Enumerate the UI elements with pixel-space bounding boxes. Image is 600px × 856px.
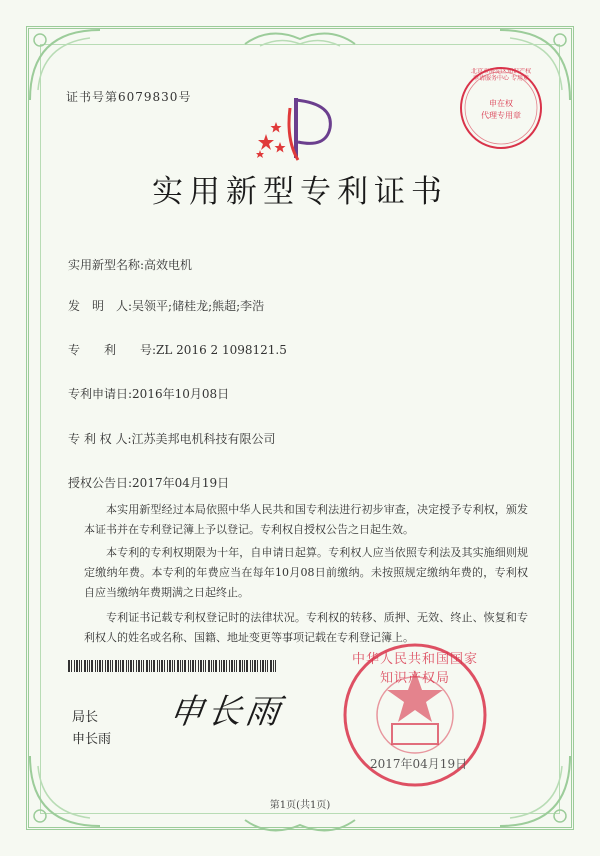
barcode-bar	[231, 660, 233, 672]
barcode-bar	[126, 660, 127, 672]
barcode-bar	[252, 660, 253, 672]
field-value: 2017年04月19日	[132, 476, 230, 490]
field-label: 授权公告日:	[68, 476, 133, 490]
page-indicator: 第1页(共1页)	[269, 800, 331, 811]
barcode-bar	[208, 660, 210, 672]
barcode-bar	[246, 660, 248, 672]
barcode-bar	[167, 660, 168, 672]
field-label: 专利申请日:	[68, 387, 133, 401]
barcode-bar	[205, 660, 206, 672]
barcode-bar	[164, 660, 165, 672]
barcode-bar	[68, 660, 70, 672]
patent-office-logo-icon	[246, 90, 346, 170]
barcode-bar	[188, 660, 189, 672]
barcode-bar	[262, 660, 264, 672]
barcode-bar	[99, 660, 101, 672]
barcode-bar	[244, 660, 245, 672]
barcode-bar	[130, 660, 132, 672]
barcode-bar	[133, 660, 134, 672]
barcode-bar	[146, 660, 148, 672]
barcode-bar	[128, 660, 129, 672]
barcode-bar	[223, 660, 225, 672]
barcode-bar	[151, 660, 152, 672]
barcode-bar	[102, 660, 103, 672]
barcode-bar	[265, 660, 266, 672]
barcode-bar	[211, 660, 212, 672]
agency-stamp-text: 北京市海淀区知识产权申请服务中心 专用章	[471, 68, 531, 82]
field-utility-model-name	[68, 256, 192, 273]
seal-date: 2017年04月19日	[370, 757, 468, 771]
barcode-bar	[180, 660, 181, 672]
barcode-bar	[226, 660, 227, 672]
signatory-name: 申长雨	[72, 732, 112, 747]
barcode-bar	[136, 660, 137, 672]
barcode-bar	[84, 660, 86, 672]
agency-stamp	[455, 62, 547, 154]
barcode-bar	[141, 660, 142, 672]
barcode-bar	[242, 660, 243, 672]
bottom-center-ornament	[240, 810, 360, 840]
barcode-bar	[91, 660, 93, 672]
top-center-ornament	[240, 24, 360, 54]
barcode-bar	[229, 660, 230, 672]
paragraph-2: 本专利的专利权期限为十年，自申请日起算。专利权人应当依照专利法及其实施细则规定缴纳年费。本专利的年费应当在每年10月08日前缴纳。未按照规定缴纳年费的，专利权自应当缴纳年费期满之日起终止。	[84, 546, 528, 599]
signatory-role: 局长	[72, 710, 99, 725]
barcode-bar	[260, 660, 261, 672]
field-inventors	[68, 297, 264, 314]
paragraph-3: 专利证书记载专利权登记时的法律状况。专利权的转移、质押、无效、终止、恢复和专利权人的姓名或名称、国籍、地址变更等事项记载在专利登记簿上。	[84, 611, 528, 644]
field-application-date	[68, 385, 229, 402]
field-value: 2016年10月08日	[132, 387, 230, 401]
barcode-bar	[273, 660, 274, 672]
barcode-bar	[161, 660, 163, 672]
barcode-bar	[203, 660, 204, 672]
barcode-bar	[95, 660, 96, 672]
field-patentee	[68, 430, 276, 447]
barcode-bar	[112, 660, 113, 672]
certificate-title: 实用新型专利证书	[152, 174, 448, 210]
barcode-bar	[267, 660, 268, 672]
barcode-icon	[68, 660, 278, 672]
barcode-bar	[234, 660, 235, 672]
barcode-bar	[182, 660, 183, 672]
barcode-bar	[174, 660, 175, 672]
barcode-bar	[71, 660, 72, 672]
barcode-bar	[190, 660, 191, 672]
barcode-bar	[120, 660, 121, 672]
agency-stamp-line-2: 代理专用章	[481, 111, 521, 120]
barcode-bar	[157, 660, 158, 672]
barcode-bar	[254, 660, 256, 672]
barcode-bar	[115, 660, 117, 672]
barcode-bar	[184, 660, 186, 672]
barcode-bar	[192, 660, 194, 672]
barcode-bar	[172, 660, 173, 672]
barcode-bar	[149, 660, 150, 672]
barcode-bar	[81, 660, 82, 672]
barcode-bar	[122, 660, 124, 672]
field-grant-date	[68, 474, 229, 491]
barcode-bar	[107, 660, 109, 672]
barcode-bar	[110, 660, 111, 672]
barcode-bar	[89, 660, 90, 672]
barcode-bar	[76, 660, 78, 672]
field-value: 吴领平;储桂龙;熊超;李浩	[132, 299, 265, 313]
barcode-bar	[221, 660, 222, 672]
barcode-bar	[195, 660, 196, 672]
seal-text: 中华人民共和国国家知识产权局	[351, 652, 478, 686]
field-label: 实用新型名称:	[68, 258, 145, 272]
barcode-bar	[79, 660, 80, 672]
field-value: ZL 2016 2 1098121.5	[156, 343, 287, 357]
barcode-bar	[105, 660, 106, 672]
barcode-bar	[138, 660, 140, 672]
certificate-number: 证书号第6079830号	[66, 90, 192, 104]
barcode-bar	[219, 660, 220, 672]
barcode-bar	[159, 660, 160, 672]
barcode-bar	[250, 660, 251, 672]
barcode-bar	[213, 660, 214, 672]
field-value: 江苏美邦电机科技有限公司	[131, 432, 276, 446]
handwritten-signature: 申长雨	[166, 692, 287, 732]
barcode-bar	[239, 660, 241, 672]
field-patent-number	[68, 341, 287, 358]
field-label: 发 明 人:	[68, 299, 133, 313]
barcode-bar	[177, 660, 179, 672]
barcode-bar	[236, 660, 237, 672]
paragraph-1: 本实用新型经过本局依照中华人民共和国专利法进行初步审查，决定授予专利权，颁发本证书并在专利登记簿上予以登记。专利权自授权公告之日起生效。	[84, 503, 528, 536]
barcode-bar	[97, 660, 98, 672]
field-label: 专 利 号:	[68, 343, 157, 357]
field-value: 高效电机	[144, 258, 193, 272]
barcode-bar	[87, 660, 88, 672]
barcode-bar	[153, 660, 155, 672]
barcode-bar	[169, 660, 171, 672]
agency-stamp-line-1: 申在权	[489, 99, 513, 108]
barcode-bar	[257, 660, 258, 672]
barcode-bar	[74, 660, 75, 672]
barcode-bar	[118, 660, 119, 672]
barcode-bar	[270, 660, 272, 672]
corner-ornament-bottom-right	[490, 746, 580, 836]
barcode-bar	[143, 660, 144, 672]
barcode-bar	[215, 660, 217, 672]
barcode-bar	[275, 660, 276, 672]
corner-ornament-bottom-left	[20, 746, 110, 836]
field-label: 专 利 权 人:	[68, 432, 132, 446]
barcode-bar	[198, 660, 199, 672]
barcode-bar	[200, 660, 202, 672]
